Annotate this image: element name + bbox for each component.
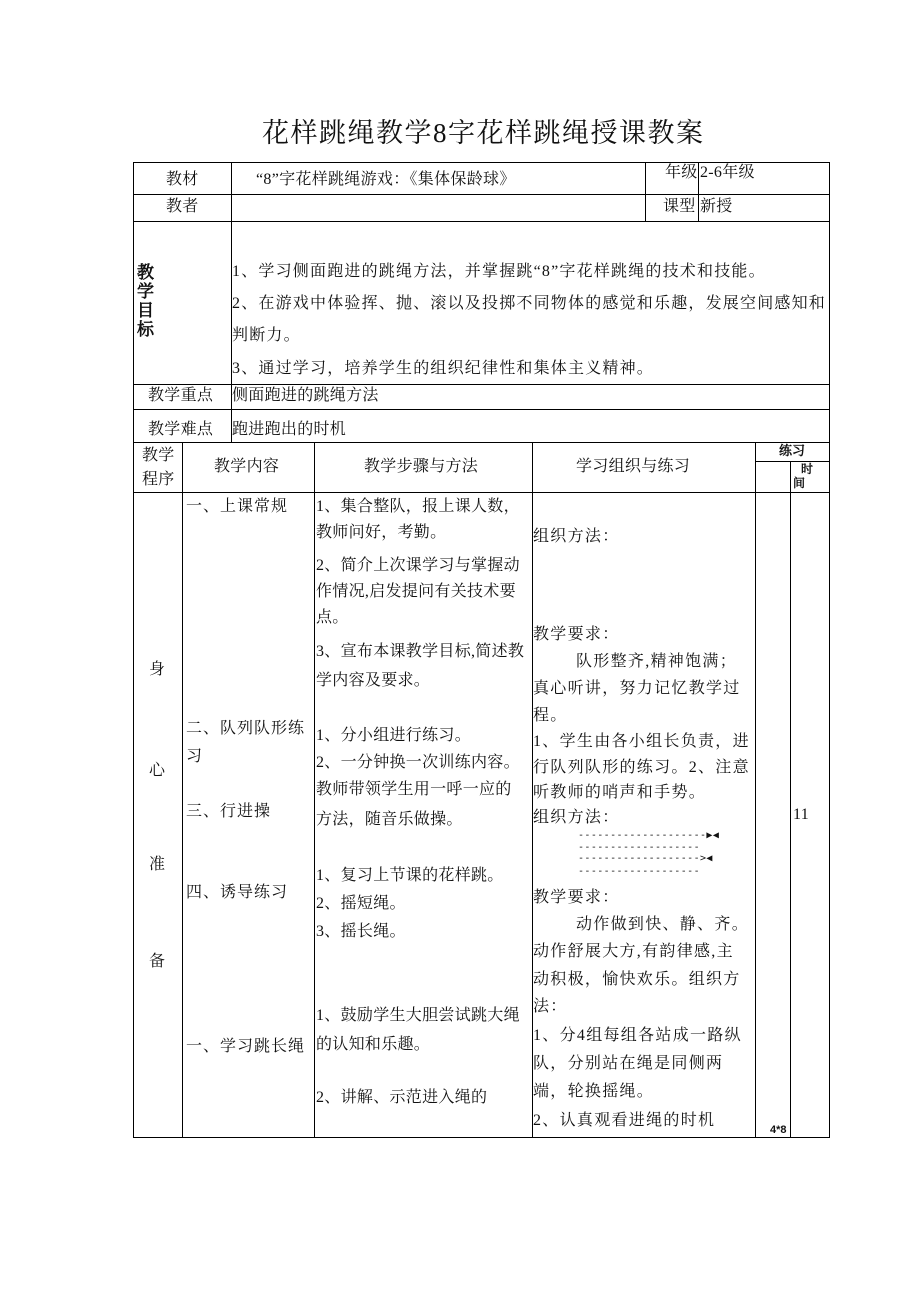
content-item: 二、队列队形练 xyxy=(186,720,306,737)
content-item: 一、学习跳长绳 xyxy=(186,1038,306,1055)
objective-line: 1、学习侧面跑进的跳绳方法，并掌握跳“8”字花样跳绳的技术和技能。 xyxy=(232,263,766,280)
table-border-line xyxy=(698,162,699,221)
step-line: 2、摇短绳。 xyxy=(316,895,406,912)
table-border-line xyxy=(133,194,830,195)
objectives-label-char: 标 xyxy=(137,320,154,339)
material-value: “8”字花样跳绳游戏：《集体保龄球》 xyxy=(256,171,516,188)
objective-line: 2、在游戏中体验挥、抛、滚以及投掷不同物体的感觉和乐趣，发展空间感知和 xyxy=(232,295,827,312)
step-line: 3、摇长绳。 xyxy=(316,923,406,940)
step-line: 3、宣布本课教学目标,简述教 xyxy=(316,643,525,660)
objective-line: 3、通过学习，培养学生的组织纪律性和集体主义精神。 xyxy=(232,360,655,377)
table-border-line xyxy=(133,221,830,222)
step-line: 的认知和乐趣。 xyxy=(316,1036,431,1053)
table-border-line xyxy=(314,442,315,1137)
table-border-line xyxy=(790,461,791,1137)
document-title: 花样跳绳教学8字花样跳绳授课教案 xyxy=(262,118,705,148)
step-line: 1、分小组进行练习。 xyxy=(316,727,472,744)
organization-line: 组织方法： xyxy=(533,809,620,826)
header-time-char: 间 xyxy=(793,476,806,490)
phase-char: 备 xyxy=(149,953,166,970)
content-item: 四、诱导练习 xyxy=(186,884,289,901)
organization-line: 真心听讲，努力记忆教学过 xyxy=(533,680,741,697)
organization-line: 1、分4组每组各站成一路纵 xyxy=(533,1027,742,1044)
organization-line: 动作做到快、静、齐。 xyxy=(576,916,750,933)
table-border-line xyxy=(133,162,134,1138)
grade-value: 2-6年级 xyxy=(700,164,755,181)
header-organization: 学习组织与练习 xyxy=(576,458,691,475)
table-border-line xyxy=(133,442,830,443)
time-minutes: 11 xyxy=(793,806,810,823)
practice-count: 4*8 xyxy=(770,1124,787,1136)
lesson-type-label: 课型 xyxy=(663,198,696,215)
step-line: 教师问好，考勤。 xyxy=(316,524,447,541)
content-item: 一、上课常规 xyxy=(186,498,289,515)
organization-line: 队，分别站在绳是同侧两 xyxy=(533,1055,724,1072)
organization-line: 端，轮换摇绳。 xyxy=(533,1083,655,1100)
organization-line: 组织方法： xyxy=(533,528,620,545)
table-border-line xyxy=(755,442,756,1137)
organization-line: 动积极，愉快欢乐。组织方 xyxy=(533,971,741,988)
table-border-line xyxy=(829,162,830,1138)
step-line: 2、一分钟换一次训练内容。 xyxy=(316,754,520,771)
table-border-line xyxy=(182,442,183,1137)
step-line: 作情况,启发提问有关技术要 xyxy=(316,583,516,600)
table-border-line xyxy=(133,384,830,385)
organization-line: 2、认真观看进绳的时机 xyxy=(533,1112,716,1129)
teacher-label: 教者 xyxy=(166,198,199,215)
difficulty-value: 跑进跑出的时机 xyxy=(232,421,347,438)
organization-line: 程。 xyxy=(533,707,568,724)
organization-line: 教学要求： xyxy=(533,626,620,643)
formation-diagram-line: ------------------- xyxy=(578,842,700,853)
table-border-line xyxy=(755,461,830,462)
table-border-line xyxy=(133,1137,830,1138)
header-time-char: 时 xyxy=(801,462,814,476)
phase-char: 身 xyxy=(149,661,166,678)
step-line: 学内容及要求。 xyxy=(316,672,431,689)
step-line: 1、鼓励学生大胆尝试跳大绳 xyxy=(316,1007,520,1024)
step-line: 1、复习上节课的花样跳。 xyxy=(316,867,504,884)
header-practice: 练习 xyxy=(779,443,806,458)
content-item: 三、行进操 xyxy=(186,803,272,820)
difficulty-label: 教学难点 xyxy=(148,421,214,438)
table-border-line xyxy=(133,492,830,493)
formation-diagram-line: --------------------▶◀ xyxy=(578,830,720,841)
step-line: 2、简介上次课学习与掌握动 xyxy=(316,557,520,574)
phase-char: 准 xyxy=(149,856,166,873)
table-border-line xyxy=(133,409,830,410)
organization-line: 队形整齐,精神饱满； xyxy=(576,653,738,670)
grade-label: 年级 xyxy=(665,164,698,181)
lesson-type-value: 新授 xyxy=(700,198,733,215)
content-item: 习 xyxy=(186,748,204,765)
header-procedure-line: 教学 xyxy=(142,447,175,464)
formation-diagram-line: ------------------->◀ xyxy=(578,853,713,864)
step-line: 1、集合整队，报上课人数， xyxy=(316,498,520,515)
objectives-label-char: 目 xyxy=(137,301,154,320)
objectives-label-char: 学 xyxy=(137,282,154,301)
step-line: 方法，随音乐做操。 xyxy=(316,811,463,828)
formation-diagram-line: ------------------- xyxy=(578,866,700,877)
step-line: 教师带领学生用一呼一应的 xyxy=(316,781,512,798)
header-procedure-line: 程序 xyxy=(142,471,175,488)
organization-line: 法： xyxy=(533,998,568,1015)
organization-line: 听教师的哨声和手势。 xyxy=(533,784,707,801)
material-label: 教材 xyxy=(166,171,199,188)
organization-line: 1、学生由各小组长负责，进 xyxy=(533,733,750,750)
organization-line: 动作舒展大方,有韵律感,主 xyxy=(533,943,734,960)
objectives-label-char: 教 xyxy=(137,263,154,282)
step-line: 2、讲解、示范进入绳的 xyxy=(316,1089,488,1106)
header-steps: 教学步骤与方法 xyxy=(364,458,479,475)
key-point-value: 侧面跑进的跳绳方法 xyxy=(232,387,379,404)
organization-line: 教学要求： xyxy=(533,889,620,906)
key-point-label: 教学重点 xyxy=(148,387,214,404)
header-content: 教学内容 xyxy=(214,458,280,475)
objective-line: 判断力。 xyxy=(232,327,301,344)
table-border-line xyxy=(645,162,646,221)
step-line: 点。 xyxy=(316,609,349,626)
organization-line: 行队列队形的练习。2、注意 xyxy=(533,759,750,776)
phase-char: 心 xyxy=(149,762,166,779)
